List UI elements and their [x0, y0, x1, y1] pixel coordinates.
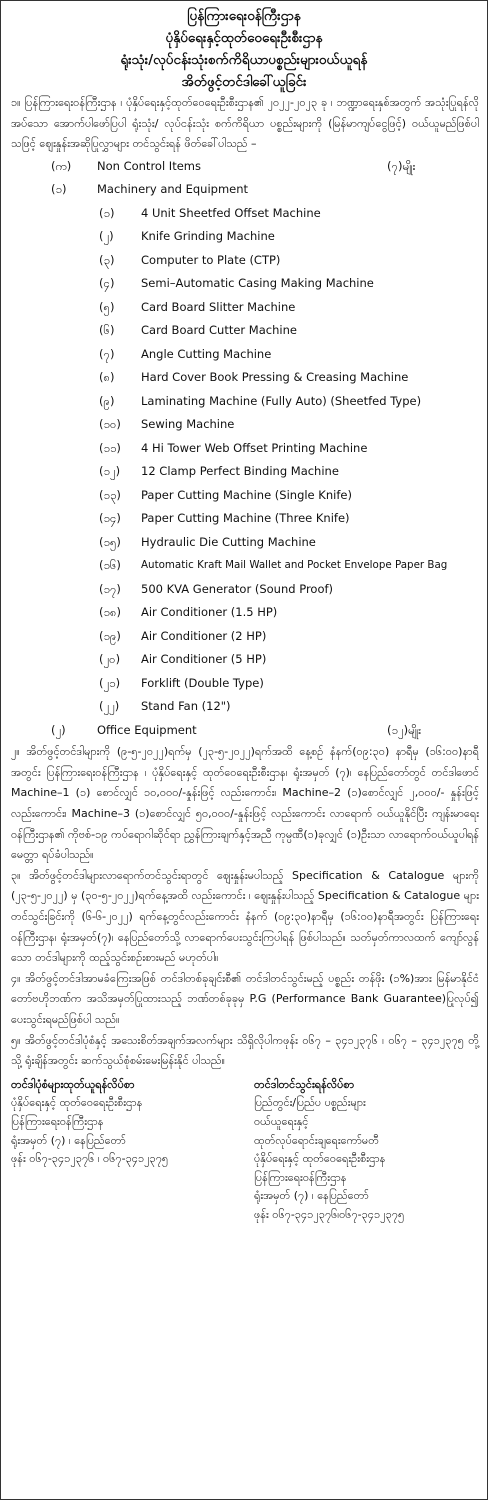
subgroup-1-row: [1, 178, 487, 202]
list-item: [1, 272, 487, 296]
pickup-address-line: ပြန်ကြားရေးဝန်ကြီးဌာန: [11, 1114, 104, 1128]
list-item: [1, 695, 487, 719]
group-a-title: Non Control Items: [97, 158, 201, 173]
item-number: (၈): [99, 370, 115, 385]
notice-heading: အိတ်ဖွင့်တင်ဒါခေါ်ယူခြင်း: [181, 74, 307, 90]
submission-address-line: ရုံးအမှတ် (၇) ၊ နေပြည်တော်: [254, 1189, 369, 1203]
item-name: Air Conditioner (2 HP): [141, 628, 267, 643]
group-a-row: [1, 155, 487, 179]
item-number: (၂၀): [99, 652, 121, 667]
subgroup-2-count: (၁၂)မျိုး: [387, 722, 422, 737]
item-name: Angle Cutting Machine: [141, 346, 272, 361]
list-item: [1, 366, 487, 390]
submission-address-title: တင်ဒါတင်သွင်းရန်လိပ်စာ: [254, 1077, 355, 1091]
submission-address-line: ပုံနှိပ်ရေးနှင့် ထုတ်ဝေရေးဦးစီးဌာန: [254, 1152, 386, 1166]
pickup-phone: ဖုန်း ၀၆၇-၃၄၁၂၃၇၆ ၊ ၀၆၇-၃၄၁၂၃၇၅: [11, 1152, 169, 1166]
paragraph-5: ၅။ အိတ်ဖွင့်တင်ဒါပုံစံနှင့် အသေးစိတ်အချက်အလက်များ သိရှိလိုပါကဖုန်း ၀၆၇ – ၃၄၁၂၃၇၆ ၊ ၀၆၇ – ၃၄၁၂၃၇၅ တို့သို့ ရုံးချိန်အတွင်း ဆက်သွယ်စုံစမ်းမေးမြန်းနိုင် ပါသည်။: [11, 1033, 479, 1068]
item-name: 500 KVA Generator (Sound Proof): [141, 581, 334, 596]
pickup-address-title: တင်ဒါပုံစံများထုတ်ယူရန်လိပ်စာ: [11, 1077, 135, 1091]
item-number: (၁၇): [99, 581, 121, 596]
item-number: (၁၀): [99, 417, 121, 432]
item-name: Card Board Cutter Machine: [141, 323, 297, 338]
item-number: (၇): [99, 346, 115, 361]
pickup-address-line: ပုံနှိပ်ရေးနှင့် ထုတ်ဝေရေးဦးစီးဌာန: [11, 1096, 143, 1110]
item-number: (၅): [99, 299, 115, 314]
list-item: [1, 601, 487, 625]
list-item: [1, 343, 487, 367]
pickup-address: [1, 1076, 244, 1225]
group-a-count: (၇)မျိုး: [387, 158, 416, 173]
item-number: (၂၁): [99, 675, 121, 690]
item-name: Air Conditioner (1.5 HP): [141, 605, 278, 620]
item-name: Knife Grinding Machine: [141, 229, 275, 244]
item-number: (၁၄): [99, 511, 121, 526]
submission-address-line: ပြန်ကြားရေးဝန်ကြီးဌာန: [254, 1170, 347, 1184]
item-name: Paper Cutting Machine (Single Knife): [141, 487, 352, 502]
item-name: 12 Clamp Perfect Binding Machine: [141, 464, 339, 479]
item-number: (၁): [99, 205, 115, 220]
list-item: [1, 413, 487, 437]
list-item: [1, 578, 487, 602]
item-name: Forklift (Double Type): [141, 675, 264, 690]
list-item: [1, 507, 487, 531]
item-number: (၁၂): [99, 464, 121, 479]
submission-address-line: ထုတ်လုပ်ရောင်းချရေးကော်မတီ: [254, 1133, 379, 1147]
item-name: Computer to Plate (CTP): [141, 252, 281, 267]
list-item: [1, 296, 487, 320]
list-item: [1, 460, 487, 484]
subgroup-1-title: Machinery and Equipment: [97, 182, 249, 197]
item-name: 4 Hi Tower Web Offset Printing Machine: [141, 440, 368, 455]
notice-header: [1, 1, 487, 93]
machinery-list: [1, 202, 487, 719]
list-item: [1, 249, 487, 273]
item-number: (၁၉): [99, 628, 121, 643]
item-name: Air Conditioner (5 HP): [141, 652, 267, 667]
address-footer: [1, 1076, 487, 1225]
item-name: Laminating Machine (Fully Auto) (Sheetfed Type): [141, 393, 422, 408]
item-number: (၁၁): [99, 440, 121, 455]
subgroup-2-number: (၂): [51, 722, 66, 737]
list-item: [1, 484, 487, 508]
item-number: (၃): [99, 252, 115, 267]
pickup-address-line: ရုံးအမှတ် (၇) ၊ နေပြည်တော်: [11, 1133, 126, 1147]
submission-address-line: ပြည်တွင်း/ပြည်ပ ပစ္စည်းများ: [254, 1096, 366, 1110]
subgroup-2-row: [1, 719, 487, 743]
item-number: (၁၃): [99, 487, 121, 502]
item-number: (၁၈): [99, 605, 122, 620]
list-item: [1, 390, 487, 414]
list-item: [1, 648, 487, 672]
group-a-number: (က): [51, 158, 72, 173]
list-item: [1, 225, 487, 249]
item-name: Automatic Kraft Mail Wallet and Pocket Envelope Paper Bag: [141, 559, 448, 572]
item-name: Semi–Automatic Casing Making Machine: [141, 276, 374, 291]
list-item: [1, 319, 487, 343]
notice-subject: ရုံးသုံး/လုပ်ငန်းသုံးစက်ကိရိယာပစ္စည်းများဝယ်ယူရန်: [120, 52, 368, 68]
list-item: [1, 672, 487, 696]
item-number: (၂၂): [99, 699, 120, 714]
item-name: Stand Fan (12"): [141, 699, 231, 714]
item-number: (၂): [99, 229, 114, 244]
list-item: [1, 437, 487, 461]
submission-phone: ဖုန်း ၀၆၇-၃၄၁၂၃၇၆၊၀၆၇-၃၄၁၂၃၇၅: [254, 1207, 405, 1221]
submission-address: [244, 1076, 487, 1225]
paragraph-2: ၂။ အိတ်ဖွင့်တင်ဒါများကို (၉-၅-၂၀၂၂)ရက်မှ (၂၃-၅-၂၀၂၂)ရက်အထိ နေ့စဉ် နံနက်(၀၉:၃၀) နာရီမှ (၁၆:၀၀)နာရီအတွင်း ပြန်ကြားရေးဝန်ကြီးဌာန ၊ ပုံနှိပ်ရေးနှင့် ထုတ်ဝေရေးဦးစီးဌာန၊ ရုံးအမှတ် (၇)၊ နေပြည်တော်တွင် တင်ဒါဖောင် Machine–1 (၁) စောင်လျှင် ၁၀,၀၀၀/-နှုန်းဖြင့် လည်းကောင်း၊ Machine–2 (၁)စောင်လျှင် ၂,၀၀၀/- နှုန်းဖြင့်လည်းကောင်း၊ Machine–3 (၁)စောင်လျှင် ၅၀,၀၀၀/-နှုန်းဖြင့် လည်းကောင်း လာရောက် ဝယ်ယူနိုင်ပြီး ကျန်းမာရေးဝန်ကြီးဌာန၏ ကိုဗစ်-၁၉ ကပ်ရောဂါဆိုင်ရာ ညွှန်ကြားချက်နှင့်အညီ ကုမ္ပဏီ(၁)ခုလျှင် (၁)ဦးသာ လာရောက်ဝယ်ယူပါရန် မေတ္တာ ရပ်ခံပါသည်။: [11, 745, 479, 862]
ministry-title: ပြန်ကြားရေးဝန်ကြီးဌာန: [187, 8, 301, 24]
list-item: [1, 202, 487, 226]
subgroup-1-number: (၁): [51, 182, 67, 197]
subgroup-2-title: Office Equipment: [97, 722, 197, 737]
paragraph-1: ၁။ ပြန်ကြားရေးဝန်ကြီးဌာန ၊ ပုံနှိပ်ရေးနှင့်ထုတ်ဝေရေးဦးစီးဌာန၏ ၂၀၂၂-၂၀၂၃ ခု ၊ ဘဏ္ဍာရေးနှစ်အတွက် အသုံးပြုရန်လိုအပ်သော အောက်ပါဖော်ပြပါ ရုံးသုံး/ လုပ်ငန်းသုံး စက်ကိရိယာ ပစ္စည်းများကို (မြန်မာကျပ်ငွေဖြင့်) ဝယ်ယူမည်ဖြစ်ပါသဖြင့် ဈေးနှုန်းအဆိုပြုလွှာများ တင်သွင်းရန် ဖိတ်ခေါ်ပါသည် –: [11, 96, 479, 151]
item-name: Card Board Slitter Machine: [141, 299, 296, 314]
paragraph-4: ၄။ အိတ်ဖွင့်တင်ဒါအာမခံကြေးအဖြစ် တင်ဒါတစ်ခုချင်းစီ၏ တင်ဒါတင်သွင်းမည့် ပစ္စည်း တန်ဖိုး (၁%)အား မြန်မာနိုင်ငံတော်ဗဟိုဘဏ်က အသိအမှတ်ပြုထားသည့် ဘဏ်တစ်ခုခုမှ P.G (Performance Bank Guarantee)ပြုလုပ်၍ ပေးသွင်းရမည်ဖြစ်ပါ သည်။: [11, 971, 479, 1026]
item-number: (၄): [99, 276, 115, 291]
list-item: [1, 554, 487, 578]
item-name: 4 Unit Sheetfed Offset Machine: [141, 205, 321, 220]
paragraph-3: ၃။ အိတ်ဖွင့်တင်ဒါများလာရောက်တင်သွင်းရာတွင် ဈေးနှုန်းမပါသည့် Specification & Catalogue များကို (၂၃-၅-၂၀၂၂) မှ (၃၀-၅-၂၀၂၂)ရက်နေ့အထိ လည်းကောင်း ၊ ဈေးနှုန်းပါသည့် Specification & Catalogue များတင်သွင်းခြင်းကို (၆-၆-၂၀၂၂) ရက်နေ့တွင်လည်းကောင်း နံနက် (၀၉:၃၀)နာရီမှ (၁၆:၀၀)နာရီအတွင်း ပြန်ကြားရေး ဝန်ကြီးဌာန၊ ရုံးအမှတ်(၇)၊ နေပြည်တော်သို့ လာရောက်ပေးသွင်းကြပါရန် ဖြစ်ပါသည်။ သတ်မှတ်ကာလထက် ကျော်လွန်သော တင်ဒါများကို ထည့်သွင်းစဉ်းစားမည် မဟုတ်ပါ။: [11, 868, 479, 965]
list-item: [1, 531, 487, 555]
department-title: ပုံနှိပ်ရေးနှင့်ထုတ်ဝေရေးဦးစီးဌာန: [165, 30, 323, 46]
item-number: (၉): [99, 393, 115, 408]
list-item: [1, 625, 487, 649]
item-name: Sewing Machine: [141, 417, 235, 432]
item-name: Hydraulic Die Cutting Machine: [141, 534, 316, 549]
item-number: (၆): [99, 323, 115, 338]
item-number: (၁၆): [99, 558, 121, 573]
item-name: Hard Cover Book Pressing & Creasing Machine: [141, 370, 409, 385]
submission-address-line: ဝယ်ယူရေးနှင့်: [254, 1114, 309, 1128]
item-name: Paper Cutting Machine (Three Knife): [141, 511, 350, 526]
item-number: (၁၅): [99, 534, 121, 549]
